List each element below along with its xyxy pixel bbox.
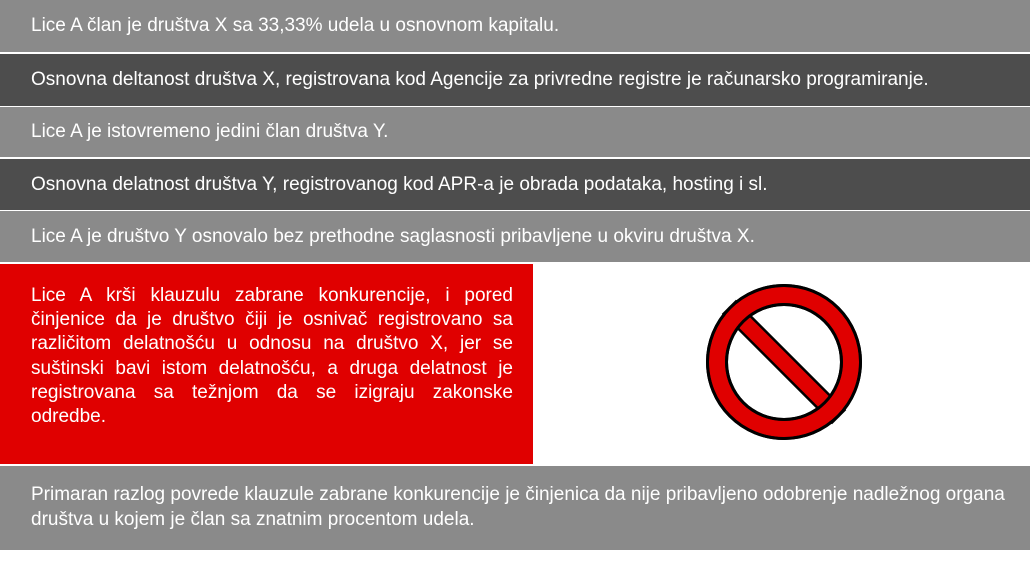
conclusion-panel xyxy=(0,264,533,464)
fact-text-1: Lice A član je društva X sa 33,33% udela u osnovnom kapitalu. xyxy=(31,15,560,36)
reason-band xyxy=(0,466,1030,550)
fact-text-5: Lice A je društvo Y osnovalo bez prethodne saglasnosti pribavljene u okviru društva X. xyxy=(31,225,755,247)
reason-text: Primaran razlog povrede klauzule zabrane konkurencije je činjenica da nije pribavljeno odobrenje nadležnog organa društva u kojem je član sa znatnim procentom udela. xyxy=(31,484,1005,530)
fact-row-4 xyxy=(0,159,1030,210)
fact-text-3: Lice A je istovremeno jedini član društva Y. xyxy=(31,121,389,142)
icon-panel xyxy=(533,264,1030,464)
conclusion-text: Lice A krši klauzulu zabrane konkurencije, i pored činjenice da je društvo čiji je osnivač registrovano sa različitom delatnošću u odnosu na društvo X, jer se suštinski bavi istom delatnošću, a druga delatnost je registrovana sa težnjom da se izigraju zakonske odredbe. xyxy=(31,285,513,428)
fact-text-2: Osnovna deltanost društva X, registrovana kod Agencije za privredne registre je računarsko programiranje. xyxy=(31,69,929,90)
fact-text-4: Osnovna delatnost društva Y, registrovanog kod APR-a je obrada podataka, hosting i sl. xyxy=(31,173,768,195)
fact-row-5 xyxy=(0,211,1030,262)
fact-row-2 xyxy=(0,54,1030,106)
fact-row-1 xyxy=(0,0,1030,52)
fact-row-3 xyxy=(0,107,1030,157)
prohibited-icon xyxy=(704,282,864,442)
